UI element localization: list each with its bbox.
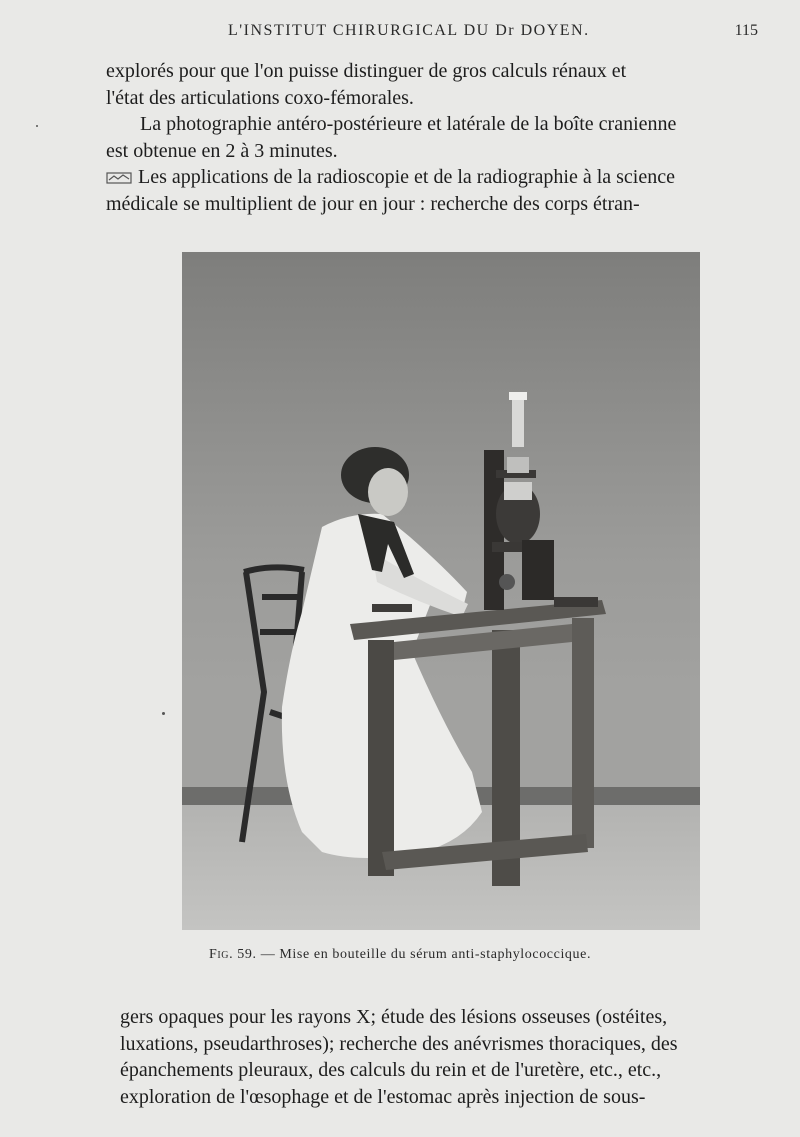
paragraph-mark-icon — [106, 171, 132, 185]
paper-speck — [162, 712, 165, 715]
text-line: Les applications de la radioscopie et de la radiographie à la science — [138, 166, 675, 188]
page-number: 115 — [734, 22, 758, 39]
paper-speck — [36, 125, 38, 127]
bottles-row — [372, 604, 412, 612]
figure-label: Fig. 59. — [208, 947, 257, 962]
text-line: l'état des articulations coxo-fémorales. — [106, 86, 414, 109]
photograph — [182, 252, 700, 930]
page-header — [0, 22, 800, 44]
text-line: exploration de l'œsophage et de l'estomac après injection de sous- — [120, 1085, 646, 1108]
text-line: explorés pour que l'on puisse distinguer de gros calculs rénaux et — [106, 60, 627, 82]
text-line: luxations, pseudarthroses); recherche des anévrismes thoraciques, des — [120, 1032, 678, 1055]
text-line: médicale se multiplient de jour en jour : recherche des corps étran- — [106, 192, 640, 215]
text-line-with-mark — [106, 164, 761, 191]
figure-caption — [0, 947, 800, 963]
top-text-block — [106, 58, 761, 217]
text-line: épanchements pleuraux, des calculs du rein et de l'uretère, etc., etc., — [120, 1059, 662, 1081]
running-head: L'INSTITUT CHIRURGICAL DU Dr DOYEN. — [228, 22, 590, 39]
text-line: gers opaques pour les rayons X; étude des lésions osseuses (ostéites, — [120, 1006, 668, 1028]
text-line: est obtenue en 2 à 3 minutes. — [106, 139, 338, 162]
text-line: La photographie antéro-postérieure et latérale de la boîte cranienne — [140, 113, 677, 135]
photograph-illustration — [182, 252, 700, 930]
woman-face — [368, 468, 408, 516]
figure-caption-text: — Mise en bouteille du sérum anti-staphylococcique. — [260, 947, 592, 962]
bottom-text-block — [120, 1004, 775, 1110]
